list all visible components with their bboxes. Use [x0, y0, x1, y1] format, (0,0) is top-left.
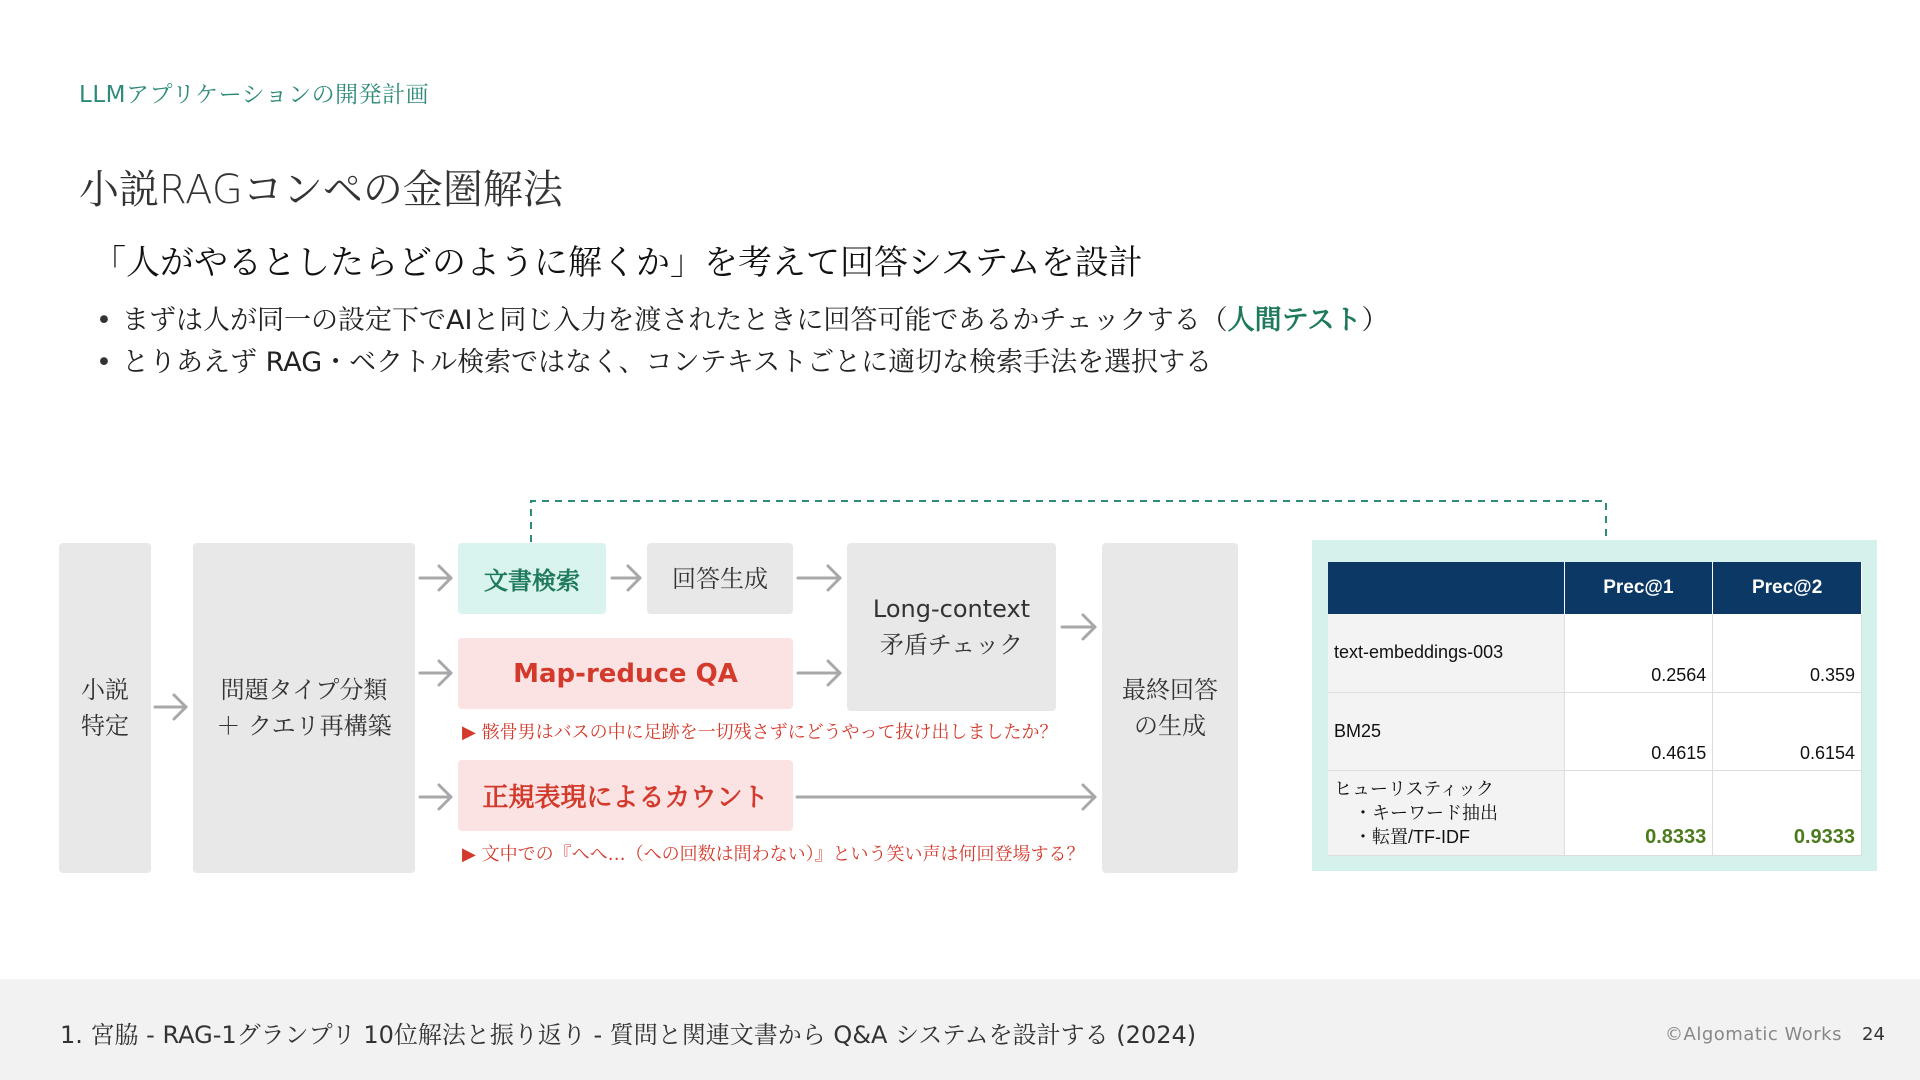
novel-identification-box [59, 543, 151, 873]
question-line2: ＋ クエリ再構築 [216, 712, 392, 740]
bullet-suffix: ） [1361, 305, 1389, 336]
headline: 「人がやるとしたらどのように解くか」を考えて回答システムを設計 [92, 243, 1143, 283]
prec2-value-best: 0.9333 [1713, 770, 1862, 855]
copyright: ©Algomatic Works [1665, 1024, 1842, 1045]
long-context-line1: Long-context [872, 595, 1031, 623]
method-name [1328, 770, 1564, 855]
prec1-value: 0.2564 [1564, 614, 1713, 692]
long-context-line2: 矛盾チェック [879, 631, 1024, 659]
table-header-empty [1328, 562, 1564, 614]
bullet-list [96, 300, 1389, 384]
question-classification-box [193, 543, 415, 873]
method-name-line1: ヒューリスティック [1334, 778, 1494, 799]
table-header-prec1: Prec@1 [1564, 562, 1713, 614]
table-row [1328, 614, 1862, 692]
document-search-box: 文書検索 [458, 543, 606, 614]
retrieval-score-panel [1312, 540, 1877, 871]
bullet-item [96, 300, 1389, 342]
prec1-value: 0.4615 [1564, 692, 1713, 770]
breadcrumb: LLMアプリケーションの開発計画 [79, 82, 430, 108]
novel-line1: 小説 [81, 676, 129, 704]
retrieval-score-table [1328, 562, 1862, 856]
table-header-row [1328, 562, 1862, 614]
page-title: 小説RAGコンペの金圏解法 [79, 167, 563, 213]
final-line2: の生成 [1134, 712, 1206, 740]
long-context-check-box [847, 543, 1056, 711]
footnote: 1. 宮脇 - RAG-1グランプリ 10位解法と振り返り - 質問と関連文書から Q&A システムを設計する (2024) [60, 1021, 1197, 1049]
bullet-text: まずは人が同一の設定下でAIと同じ入力を渡されたときに回答可能であるかチェックする（ [122, 305, 1228, 336]
map-reduce-example-note: ▶ 骸骨男はバスの中に足跡を一切残さずにどうやって抜け出しましたか？ [462, 722, 1058, 743]
prec2-value: 0.6154 [1713, 692, 1862, 770]
table-row [1328, 692, 1862, 770]
bullet-highlight: 人間テスト [1227, 305, 1362, 336]
novel-line2: 特定 [81, 712, 129, 740]
method-name-line3: ・転置/TF-IDF [1354, 826, 1470, 847]
page-number: 24 [1862, 1024, 1885, 1045]
table-row [1328, 770, 1862, 855]
bullet-item [96, 342, 1389, 384]
prec2-value: 0.359 [1713, 614, 1862, 692]
question-line1: 問題タイプ分類 [220, 676, 388, 704]
map-reduce-box: Map-reduce QA [458, 638, 793, 709]
method-name: text-embeddings-003 [1328, 614, 1564, 692]
regex-example-note: ▶ 文中での『へへ…（への回数は問わない）』という笑い声は何回登場する？ [462, 844, 1085, 865]
final-line1: 最終回答 [1122, 676, 1218, 704]
final-answer-box [1102, 543, 1238, 873]
answer-generation-box: 回答生成 [647, 543, 793, 614]
bullet-text: とりあえず RAG・ベクトル検索ではなく、コンテキストごとに適切な検索手法を選択する [122, 347, 1213, 378]
method-name-line2: ・キーワード抽出 [1354, 802, 1498, 823]
method-name: BM25 [1328, 692, 1564, 770]
regex-count-box: 正規表現によるカウント [458, 760, 793, 831]
table-header-prec2: Prec@2 [1713, 562, 1862, 614]
prec1-value-best: 0.8333 [1564, 770, 1713, 855]
